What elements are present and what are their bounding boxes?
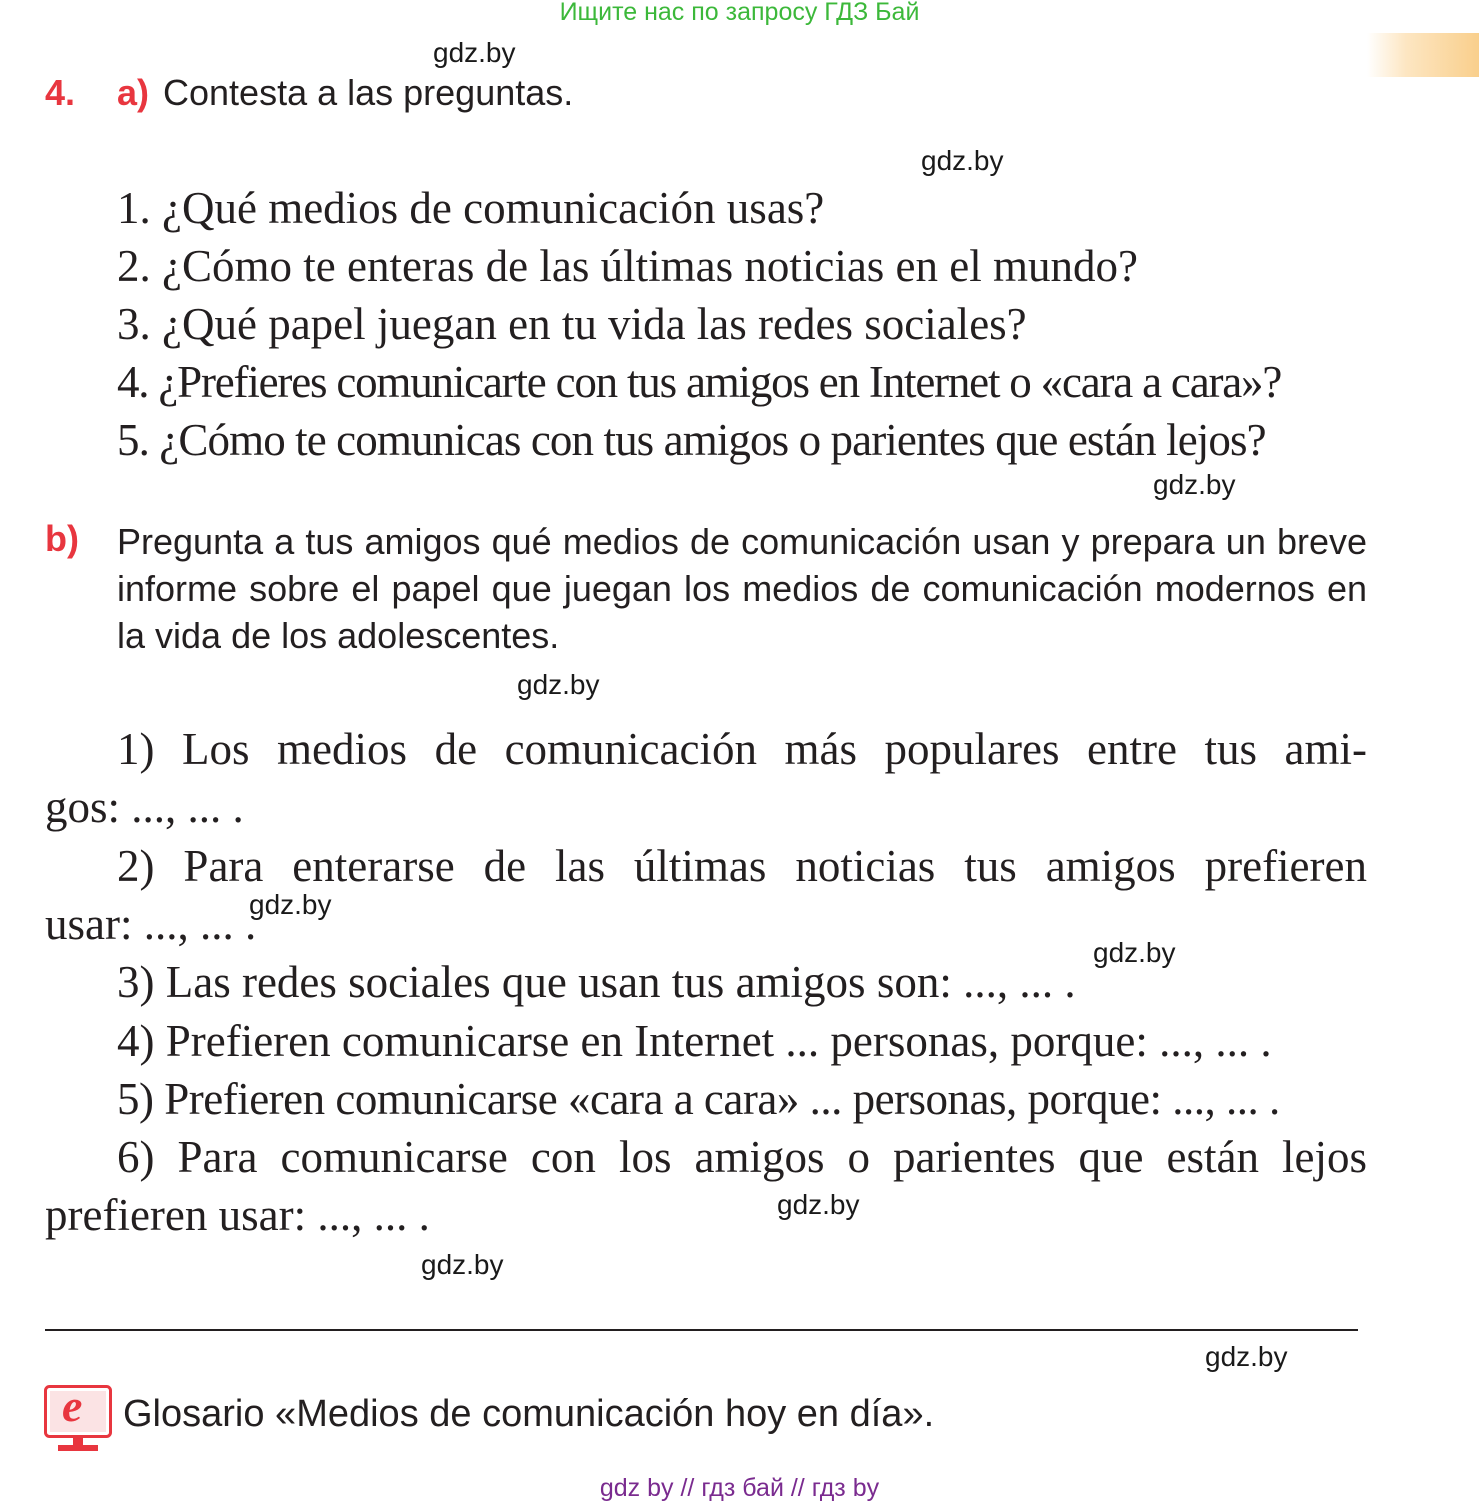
report-item-3: 3) Las redes sociales que usan tus amigos son: ..., ... . xyxy=(117,957,1076,1007)
watermark: gdz.by xyxy=(421,1249,504,1280)
report-item-6: 6) Para comunicarse con los amigos o parientes que están lejos xyxy=(117,1132,1367,1182)
question-1: 1. ¿Qué medios de comunicación usas? xyxy=(117,183,825,233)
footer: gdz by // гдз бай // гдз by xyxy=(599,1474,880,1502)
top-banner: Ищите нас по запросу ГДЗ Бай xyxy=(559,0,920,26)
report-item-2-cont: usar: ..., ... . xyxy=(45,899,257,949)
report-item-1: 1) Los medios de comunicación más populares entre tus ami- xyxy=(117,724,1367,774)
question-2: 2. ¿Cómo te enteras de las últimas noticias en el mundo? xyxy=(117,241,1138,291)
glossary-link[interactable]: Glosario «Medios de comunicación hoy en día». xyxy=(123,1393,935,1435)
watermark: gdz.by xyxy=(1153,469,1236,500)
watermark: gdz.by xyxy=(517,669,600,700)
page-corner-tab xyxy=(1367,33,1479,77)
watermark: gdz.by xyxy=(1093,937,1176,968)
exercise-number: 4. xyxy=(45,72,76,113)
watermark: gdz.by xyxy=(921,145,1004,176)
question-5: 5. ¿Cómo te comunicas con tus amigos o parientes que están lejos? xyxy=(117,415,1266,465)
report-item-5: 5) Prefieren comunicarse «cara a cara» ... personas, porque: ..., ... . xyxy=(117,1074,1280,1124)
question-3: 3. ¿Qué papel juegan en tu vida las redes sociales? xyxy=(117,299,1027,349)
glossary-icon-letter: e xyxy=(62,1380,83,1431)
report-item-2: 2) Para enterarse de las últimas noticias tus amigos prefieren xyxy=(117,841,1367,891)
part-b-instruction: Pregunta a tus amigos qué medios de comunicación usan y prepara un breve informe sobre el papel que juegan los medios de comunicación modernos en la vida de los adolescentes. xyxy=(117,521,1367,656)
question-4: 4. ¿Prefieres comunicarte con tus amigos en Internet o «cara a cara»? xyxy=(117,357,1282,407)
watermark: gdz.by xyxy=(433,37,516,68)
divider xyxy=(45,1329,1358,1331)
part-a-instruction: Contesta a las preguntas. xyxy=(163,72,574,113)
report-item-6-cont: prefieren usar: ..., ... . xyxy=(45,1190,430,1240)
watermark: gdz.by xyxy=(777,1189,860,1220)
report-item-4: 4) Prefieren comunicarse en Internet ... personas, porque: ..., ... . xyxy=(117,1016,1272,1066)
watermark: gdz.by xyxy=(1205,1341,1288,1372)
part-a-letter: a) xyxy=(117,72,150,113)
watermark: gdz.by xyxy=(249,889,332,920)
report-item-1-cont: gos: ..., ... . xyxy=(45,782,244,832)
part-b-letter: b) xyxy=(45,518,79,559)
computer-monitor-icon xyxy=(44,1380,112,1453)
